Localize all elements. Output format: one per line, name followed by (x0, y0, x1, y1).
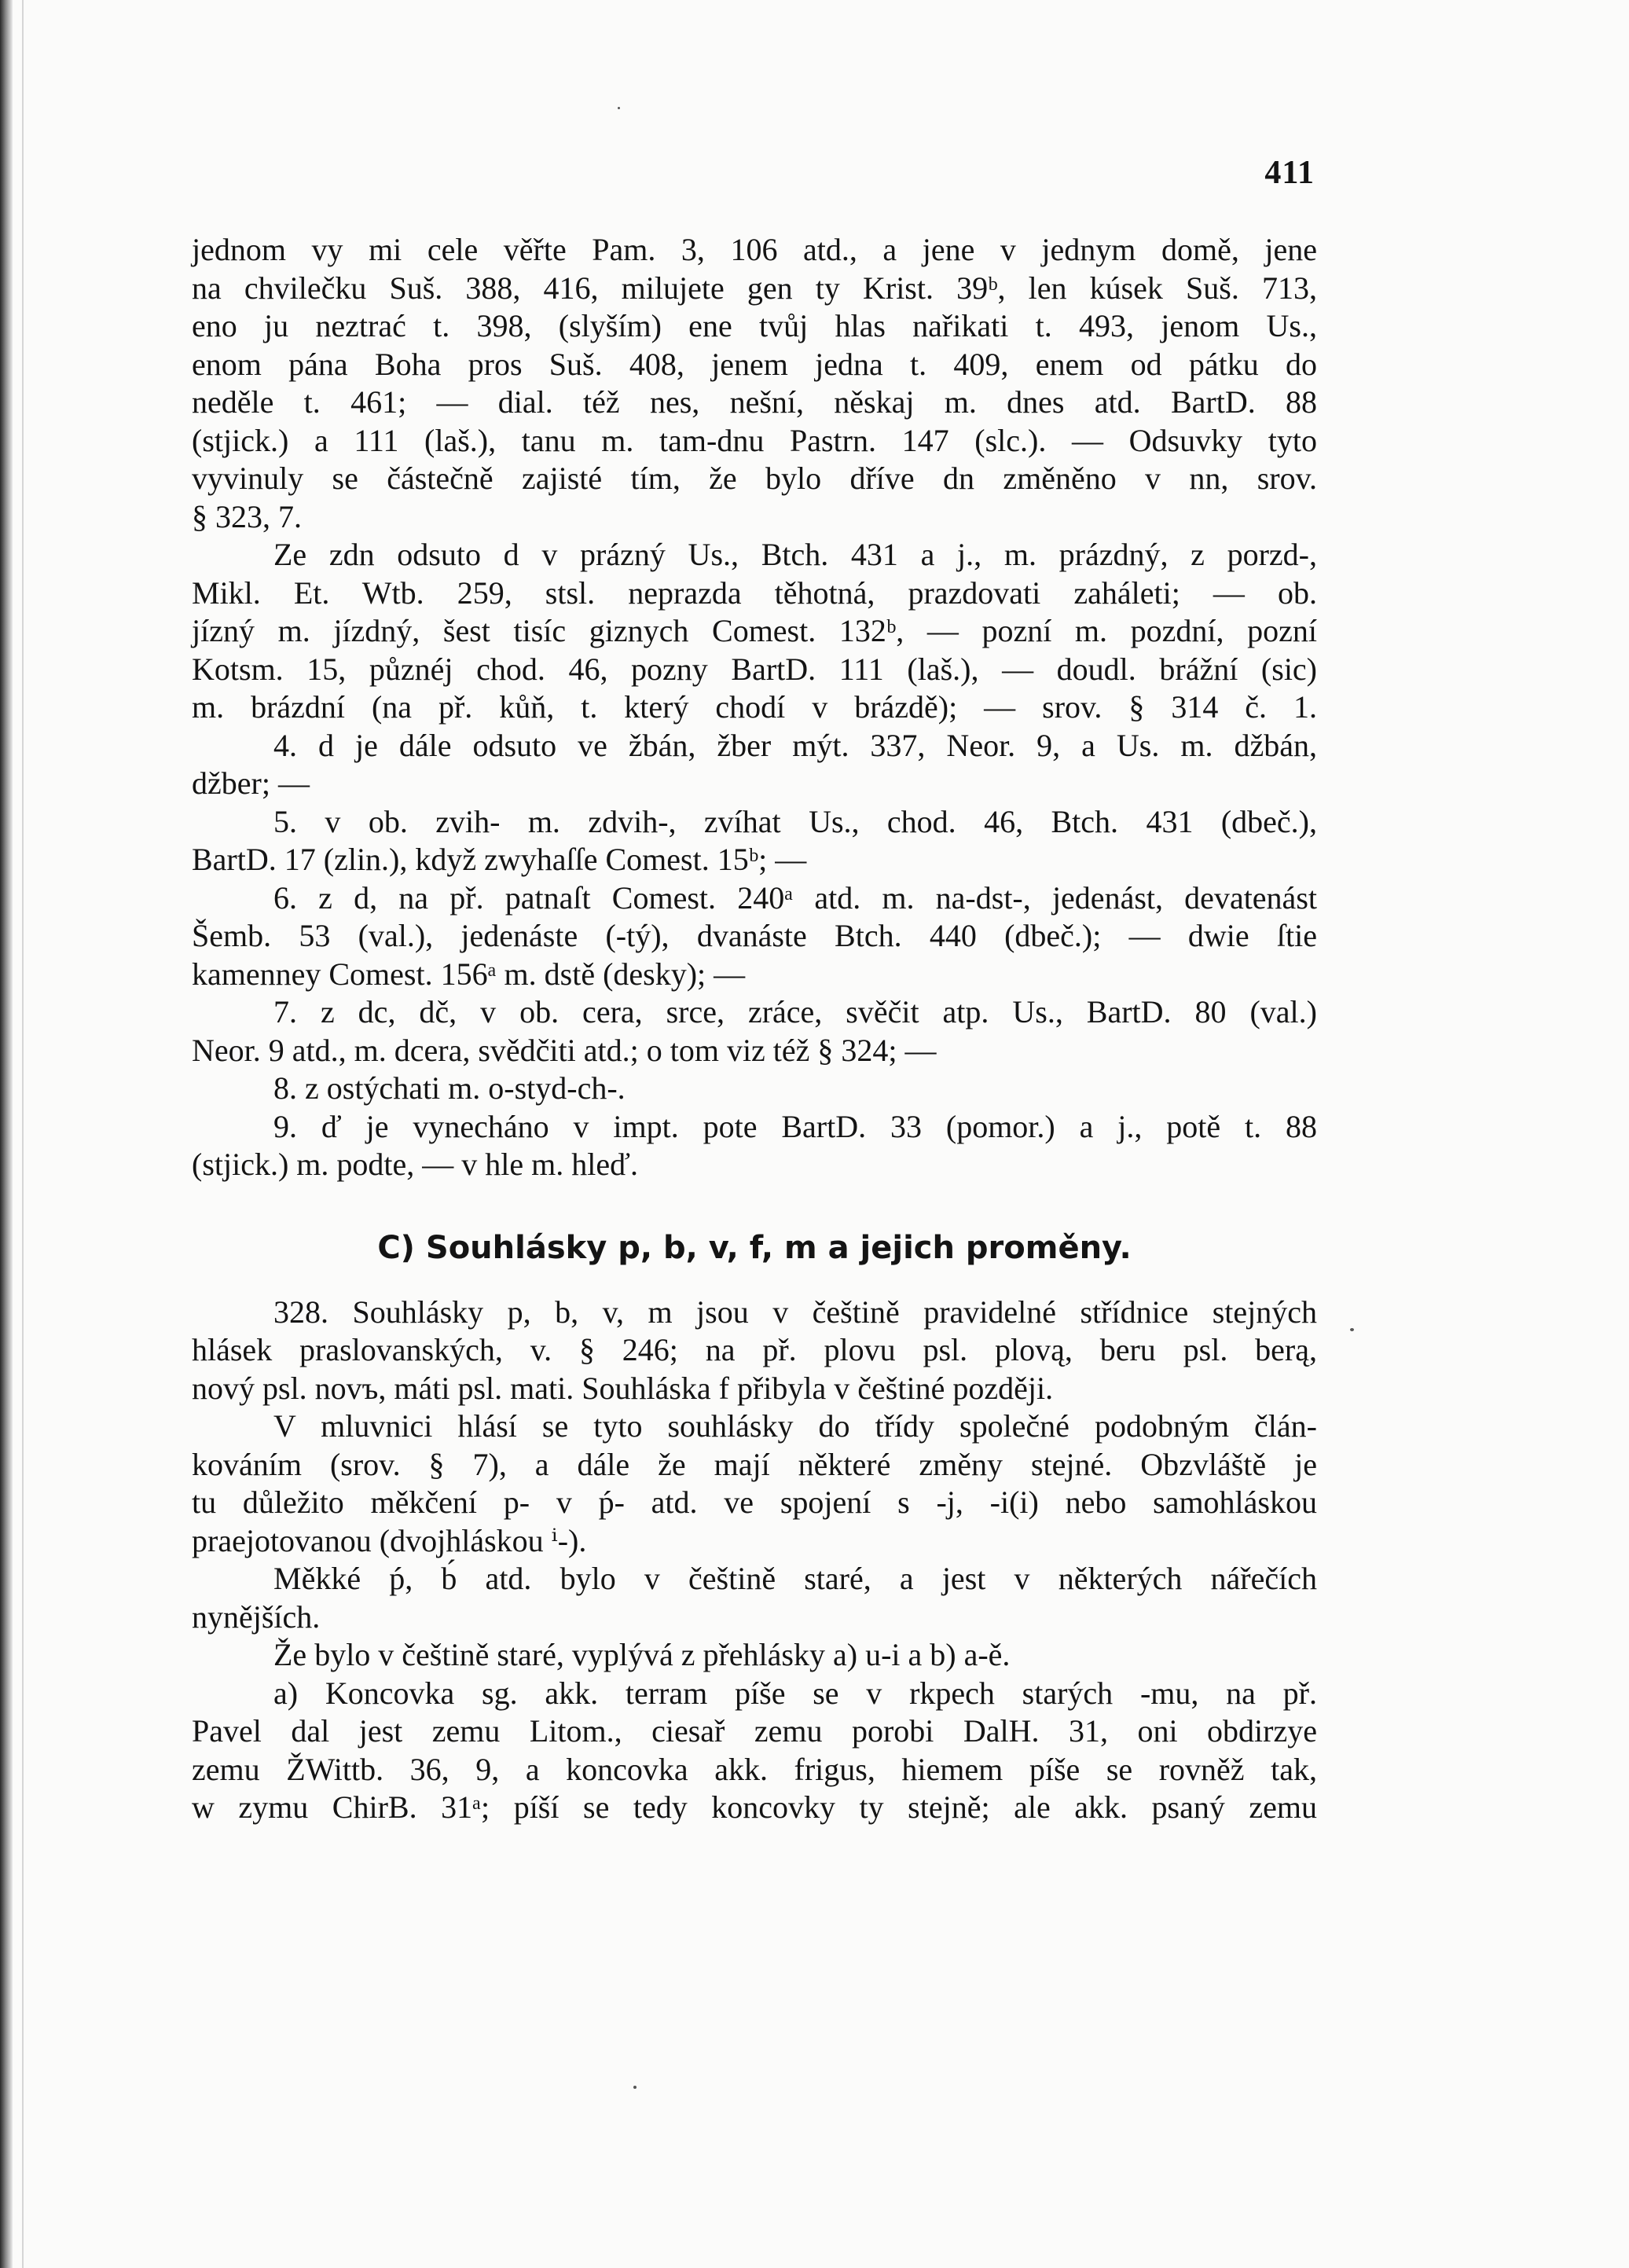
text-line: 4. d je dále odsuto ve žbán, žber mýt. 337, Neor. 9, a Us. m. džbán, (273, 727, 1317, 763)
paper-speck (1350, 1328, 1354, 1331)
text-line: nový psl. novъ, máti psl. mati. Souhláska f přibyla v češtiné později. (192, 1370, 1054, 1406)
text-line: vyvinuly se částečně zajisté tím, že bylo dříve dn změněno v nn, srov. (192, 461, 1317, 496)
text-line: džber; — (192, 765, 310, 801)
text-line: a) Koncovka sg. akk. terram píše se v rkpech starých -mu, na př. (273, 1675, 1317, 1711)
text-line: jednom vy mi cele věřte Pam. 3, 106 atd., a jene v jednym domě, jene (192, 232, 1317, 267)
section-heading: C) Souhlásky p, b, v, f, m a jejich proměny. (377, 1229, 1132, 1266)
paragraph-1 (192, 231, 1317, 536)
text-line: kováním (srov. § 7), a dále že mají některé změny stejné. Obzvláště je (192, 1446, 1317, 1482)
text-line: jízný m. jízdný, šest tisíc giznych Comest. 132ᵇ, — pozní m. pozdní, pozní (192, 613, 1317, 648)
text-line: Neor. 9 atd., m. dcera, svědčiti atd.; o tom viz též § 324; — (192, 1032, 937, 1068)
page-gutter-line (22, 0, 24, 2268)
text-line: BartD. 17 (zlin.), když zwyhaſſe Comest. 15ᵇ; — (192, 842, 807, 877)
text-line: 5. v ob. zvih- m. zdvih-, zvíhat Us., chod. 46, Btch. 431 (dbeč.), (273, 803, 1317, 839)
text-line: praejotovanou (dvojhláskou ⁱ-). (192, 1522, 587, 1558)
text-line: Měkké ṕ, b́ atd. bylo v češtině staré, a jest v některých nářečích (273, 1561, 1317, 1596)
text-line: neděle t. 461; — dial. též nes, nešní, něskaj m. dnes atd. BartD. 88 (192, 384, 1317, 420)
text-line: enom pána Boha pros Suš. 408, jenem jedna t. 409, enem od pátku do (192, 346, 1317, 382)
paragraph-3 (192, 727, 1317, 803)
text-line: (stjick.) m. podte, — v hle m. hleď. (192, 1147, 638, 1182)
text-line: w zymu ChirB. 31ᵃ; píší se tedy koncovky ty stejně; ale akk. psaný zemu (192, 1789, 1317, 1825)
text-line: m. brázdní (na př. kůň, t. který chodí v brázdě); — srov. § 314 č. 1. (192, 689, 1317, 725)
text-line: 8. z ostýchati m. o-styd-ch-. (273, 1070, 626, 1106)
paragraph-4 (192, 803, 1317, 879)
page-edge-shadow (0, 0, 13, 2268)
text-line: hlásek praslovanských, v. § 246; na př. plovu psl. plovą, beru psl. berą, (192, 1332, 1317, 1367)
text-line: 9. ď je vynecháno v impt. pote BartD. 33 (pomor.) a j., potě t. 88 (273, 1108, 1317, 1144)
text-line: Že bylo v češtině staré, vyplývá z přehlásky a) u-i a b) a-ě. (273, 1637, 1011, 1672)
text-line: 6. z d, na př. patnaſt Comest. 240ᵃ atd. m. na-dst-, jedenást, devatenást (273, 879, 1317, 916)
text-line: Kotsm. 15, půznéj chod. 46, pozny BartD. 111 (laš.), — doudl. brážní (sic) (192, 651, 1317, 687)
paper-speck (618, 107, 620, 109)
text-line: eno ju neztrać t. 398, (slyším) ene tvůj hlas nařikati t. 493, jenom Us., (192, 308, 1317, 343)
text-block (192, 231, 1317, 1827)
text-line: (stjick.) a 111 (laš.), tanu m. tam-dnu Pastrn. 147 (slc.). — Odsuvky tyto (192, 422, 1317, 458)
paragraph-5 (192, 879, 1317, 994)
paragraph-ze-bylo (192, 1636, 1317, 1675)
paragraph-mluvnici (192, 1407, 1317, 1560)
text-line: nynějších. (192, 1598, 321, 1635)
paragraph-7 (192, 1070, 1317, 1108)
text-line: tu důležito měkčení p- v ṕ- atd. ve spojení s -j, -i(i) nebo samohláskou (192, 1484, 1317, 1520)
text-line: 328. Souhlásky p, b, v, m jsou v češtině pravidelné střídnice stejných (273, 1294, 1317, 1330)
text-line: na chvilečku Suš. 388, 416, milujete gen ty Krist. 39ᵇ, len kúsek Suš. 713, (192, 270, 1317, 306)
text-line: Mikl. Et. Wtb. 259, stsl. neprazda těhotná, prazdovati zaháleti; — ob. (192, 574, 1317, 611)
text-line: § 323, 7. (192, 498, 302, 534)
paragraph-328 (192, 1294, 1317, 1408)
paragraph-8 (192, 1108, 1317, 1184)
text-line: zemu ŽWittb. 36, 9, a koncovka akk. frigus, hiemem píše se rovněž tak, (192, 1751, 1317, 1787)
text-line: Ze zdn odsuto d v prázný Us., Btch. 431 a j., m. prázdný, z porzd-, (273, 537, 1317, 572)
text-line: V mluvnici hlásí se tyto souhlásky do třídy společné podobným člán- (273, 1408, 1317, 1444)
text-line: kamenney Comest. 156ᵃ m. dstě (desky); — (192, 956, 746, 992)
text-line: Šemb. 53 (val.), jedenáste (-tý), dvanáste Btch. 440 (dbeč.); — dwie ſtie (192, 918, 1317, 953)
text-line: 7. z dc, dč, v ob. cera, srce, zráce, svěčit atp. Us., BartD. 80 (val.) (273, 994, 1317, 1029)
paragraph-mekke (192, 1560, 1317, 1636)
page-number: 411 (1264, 155, 1315, 191)
paragraph-koncovka (192, 1675, 1317, 1827)
paper-speck (633, 2086, 637, 2089)
paragraph-6 (192, 993, 1317, 1070)
paragraph-2 (192, 536, 1317, 727)
text-line: Pavel dal jest zemu Litom., ciesař zemu porobi DalH. 31, oni obdirzye (192, 1713, 1317, 1749)
